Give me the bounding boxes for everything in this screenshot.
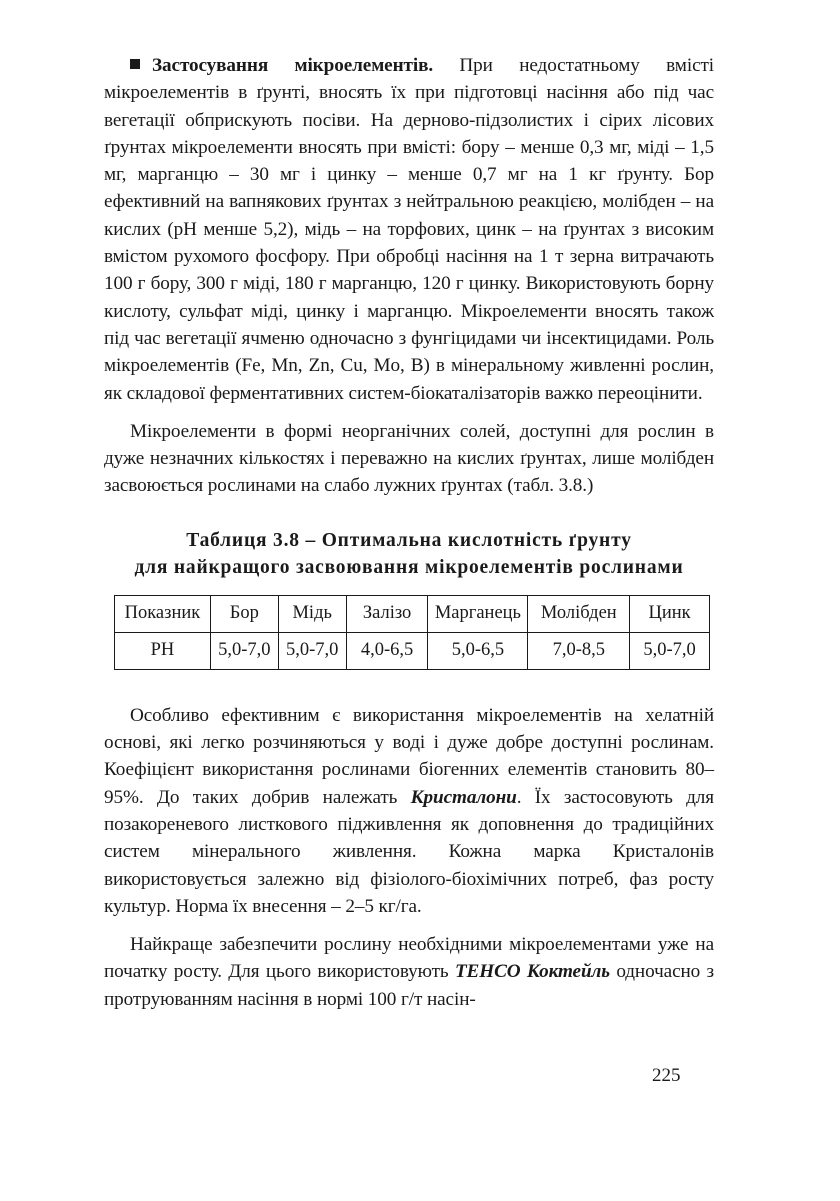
square-bullet-icon: [130, 59, 140, 69]
table-cell: 5,0-7,0: [210, 632, 278, 669]
paragraph-4: [104, 931, 714, 1013]
table-header-cell: Показник: [115, 595, 211, 632]
paragraph-4-text-after: одночасно з протруюванням насіння в нормі 100 г/т насін-: [104, 961, 715, 1010]
table-header-cell: Залізо: [346, 595, 428, 632]
table-caption-line-2: для найкращого засвоювання мікроелементів рослинами: [134, 556, 684, 578]
table-caption-line-1: Таблиця 3.8 – Оптимальна кислотність ґрунту: [186, 529, 632, 551]
table-cell: 5,0-6,5: [428, 632, 528, 669]
paragraph-3-text-after: . Їх застосовують для позакореневого листкового підживлення як доповнення до традиційних систем мінерального живлення. Кожна марка Кристалонів використовується залежно від фізіолого-біохімічних потреб, фаз росту культур. Норма їх внесення – 2–5 кг/га.: [104, 786, 715, 917]
page-content: [104, 52, 714, 1013]
page-number: 225: [652, 1065, 681, 1086]
paragraph-4-text-before: Найкраще забезпечити рослину необхідними мікроелементами уже на початку росту. Для цього використовують: [104, 934, 714, 983]
product-name-kristalony: Кристалони: [410, 786, 517, 808]
table-header-cell: Молібден: [528, 595, 630, 632]
table-cell: 5,0-7,0: [630, 632, 710, 669]
table-header-cell: Мідь: [278, 595, 346, 632]
table-cell: PH: [115, 632, 211, 669]
table-cell: 7,0-8,5: [528, 632, 630, 669]
table-header-cell: Бор: [210, 595, 278, 632]
section-lead: Застосування мікроелементів.: [152, 55, 434, 76]
table-header-row: [115, 595, 710, 632]
table-cell: 5,0-7,0: [278, 632, 346, 669]
table-header-cell: Цинк: [630, 595, 710, 632]
table-cell: 4,0-6,5: [346, 632, 428, 669]
paragraph-3-text-before: Особливо ефективним є використання мікроелементів на хелатній основі, які легко розчиняються у воді і дуже добре доступні рослинам. Коефіцієнт використання рослинами біогенних елементів становить 80–95%. До таких добрив належать: [104, 704, 714, 808]
paragraph-2: Мікроелементи в формі неорганічних солей, доступні для рослин в дуже незначних кількостях і переважно на кислих ґрунтах, лише молібден засвоюється рослинами на слабо лужних ґрунтах (табл. 3.8.): [104, 420, 714, 497]
table-row: [115, 632, 710, 669]
acidity-table: [114, 595, 710, 670]
table-header-cell: Марганець: [428, 595, 528, 632]
intro-text: При недостатньому вмісті мікроелементів в ґрунті, вносять їх при підготовці насіння або під час вегетації обприскують посіви. На дерново-підзолистих і сірих лісових ґрунтах мікроелементи вносять при вмісті: бору – менше 0,3 мг, міді – 1,5 мг, марганцю – 30 мг і цинку – менше 0,7 мг на 1 кг ґрунту. Бор ефективний на вапнякових ґрунтах з нейтральною реакцією, молібден – на кислих (pH менше 5,2), мідь – на торфових, цинк – на ґрунтах з високим вмістом рухомого фосфору. При обробці насіння на 1 т зерна витрачають 100 г бору, 300 г міді, 180 г марганцю, 120 г цинку. Використовують борну кислоту, сульфат міді, цинку і марганцю. Мікроелементи вносять також під час вегетації ячменю одночасно з фунгіцидами чи інсектицидами. Роль мікроелементів (Fe, Mn, Zn, Cu, Mo, B) в мінеральному живленні рослин, як складової ферментативних систем-біокаталізаторів важко переоцінити.: [104, 55, 715, 404]
product-name-tenso-koktejl: ТЕНСО Коктейль: [454, 961, 610, 983]
intro-paragraph: [104, 52, 714, 407]
paragraph-3: [104, 702, 714, 920]
